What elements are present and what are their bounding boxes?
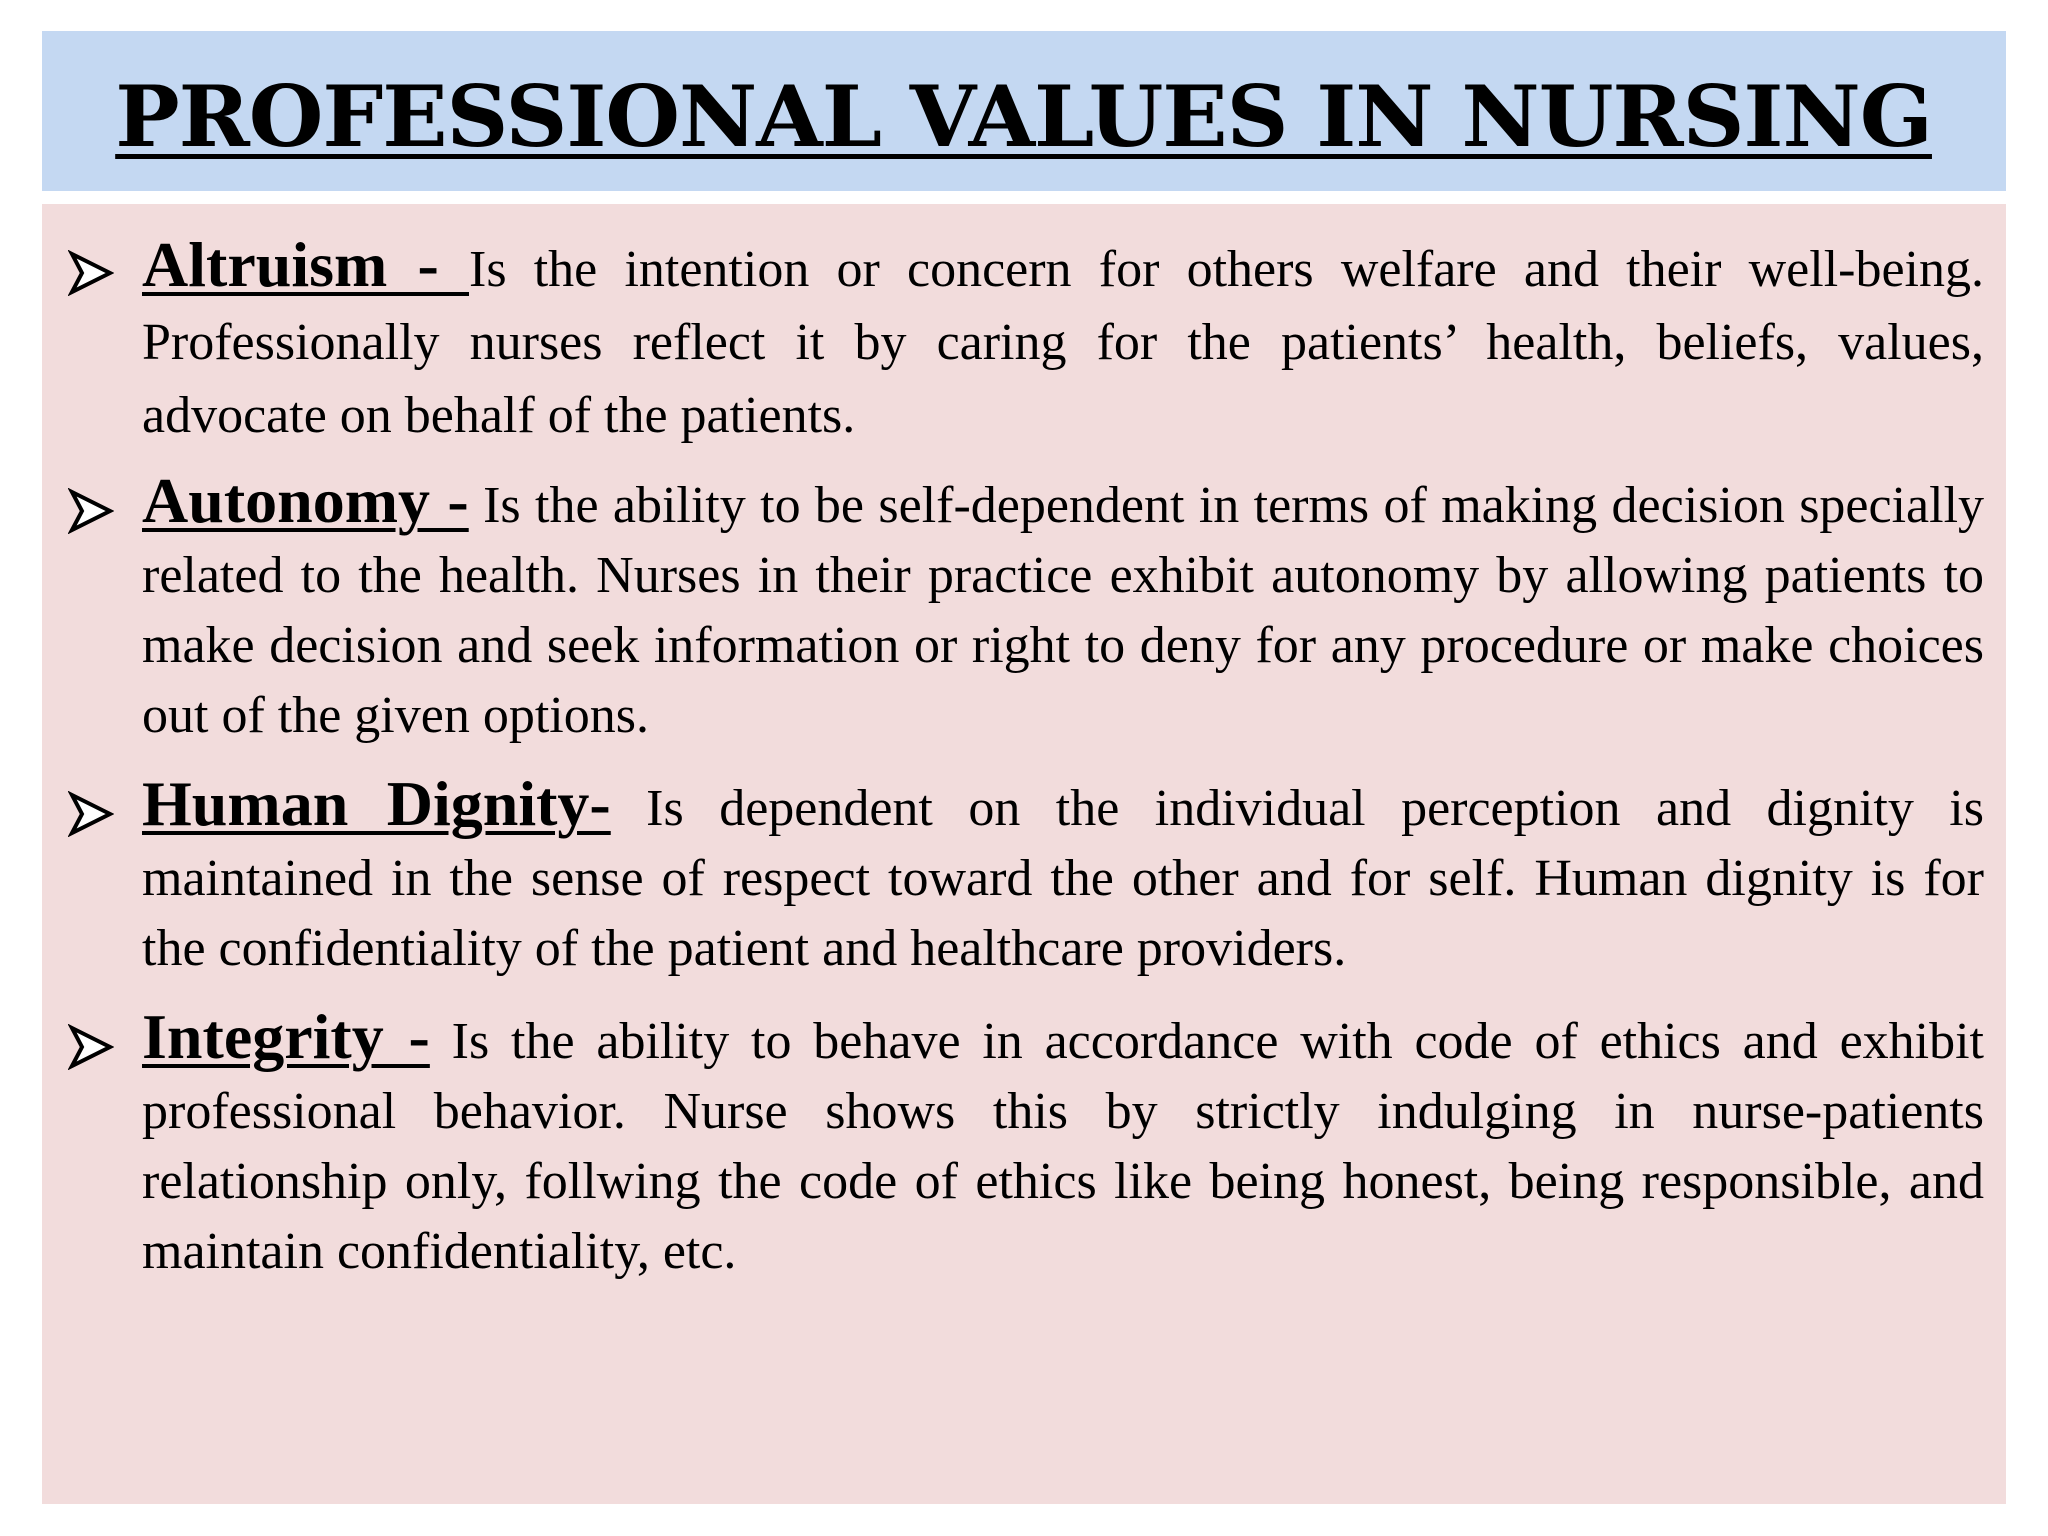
term-description: Is the ability to behave in accordance with code of ethics and exhibit professional behavior. Nurse shows this by strictly indulging in nurse-patients relationship only, follwing the code of ethics like being honest, being responsible, and maintain confidentiality, etc.: [142, 1013, 1984, 1280]
list-item-autonomy: [42, 466, 2006, 751]
term-label: Human Dignity-: [142, 768, 611, 839]
list-item-human-dignity: [42, 769, 2006, 984]
term-description: Is the intention or concern for others welfare and their well-being. Professionally nurses reflect it by caring for the patients’ health, beliefs, values, advocate on behalf of the patients.: [142, 241, 1984, 444]
bullet-list: [42, 228, 2006, 1305]
list-item-text: [142, 466, 1984, 751]
term-label: Altruism -: [142, 229, 469, 300]
list-item-text: [142, 1002, 1984, 1287]
term-description: Is dependent on the individual perception and dignity is maintained in the sense of respect toward the other and for self. Human dignity is for the confidentiality of the patient and healthcare providers.: [142, 780, 1984, 977]
term-description: Is the ability to be self-dependent in terms of making decision specially related to the health. Nurses in their practice exhibit autonomy by allowing patients to make decision and seek information or right to deny for any procedure or make choices out of the given options.: [142, 477, 1985, 744]
list-item-text: [142, 228, 1984, 452]
term-label: Integrity -: [142, 1001, 430, 1072]
arrow-bullet-icon: [68, 488, 114, 534]
content-panel: [42, 204, 2006, 1504]
list-item-text: [142, 769, 1984, 984]
list-item-integrity: [42, 1002, 2006, 1287]
arrow-bullet-icon: [68, 1024, 114, 1070]
term-label: Autonomy -: [142, 465, 469, 536]
slide-title: PROFESSIONAL VALUES IN NURSING: [115, 67, 1933, 166]
arrow-bullet-icon: [68, 791, 114, 837]
list-item-altruism: [42, 228, 2006, 452]
title-bar: [42, 31, 2006, 191]
arrow-bullet-icon: [68, 250, 114, 296]
